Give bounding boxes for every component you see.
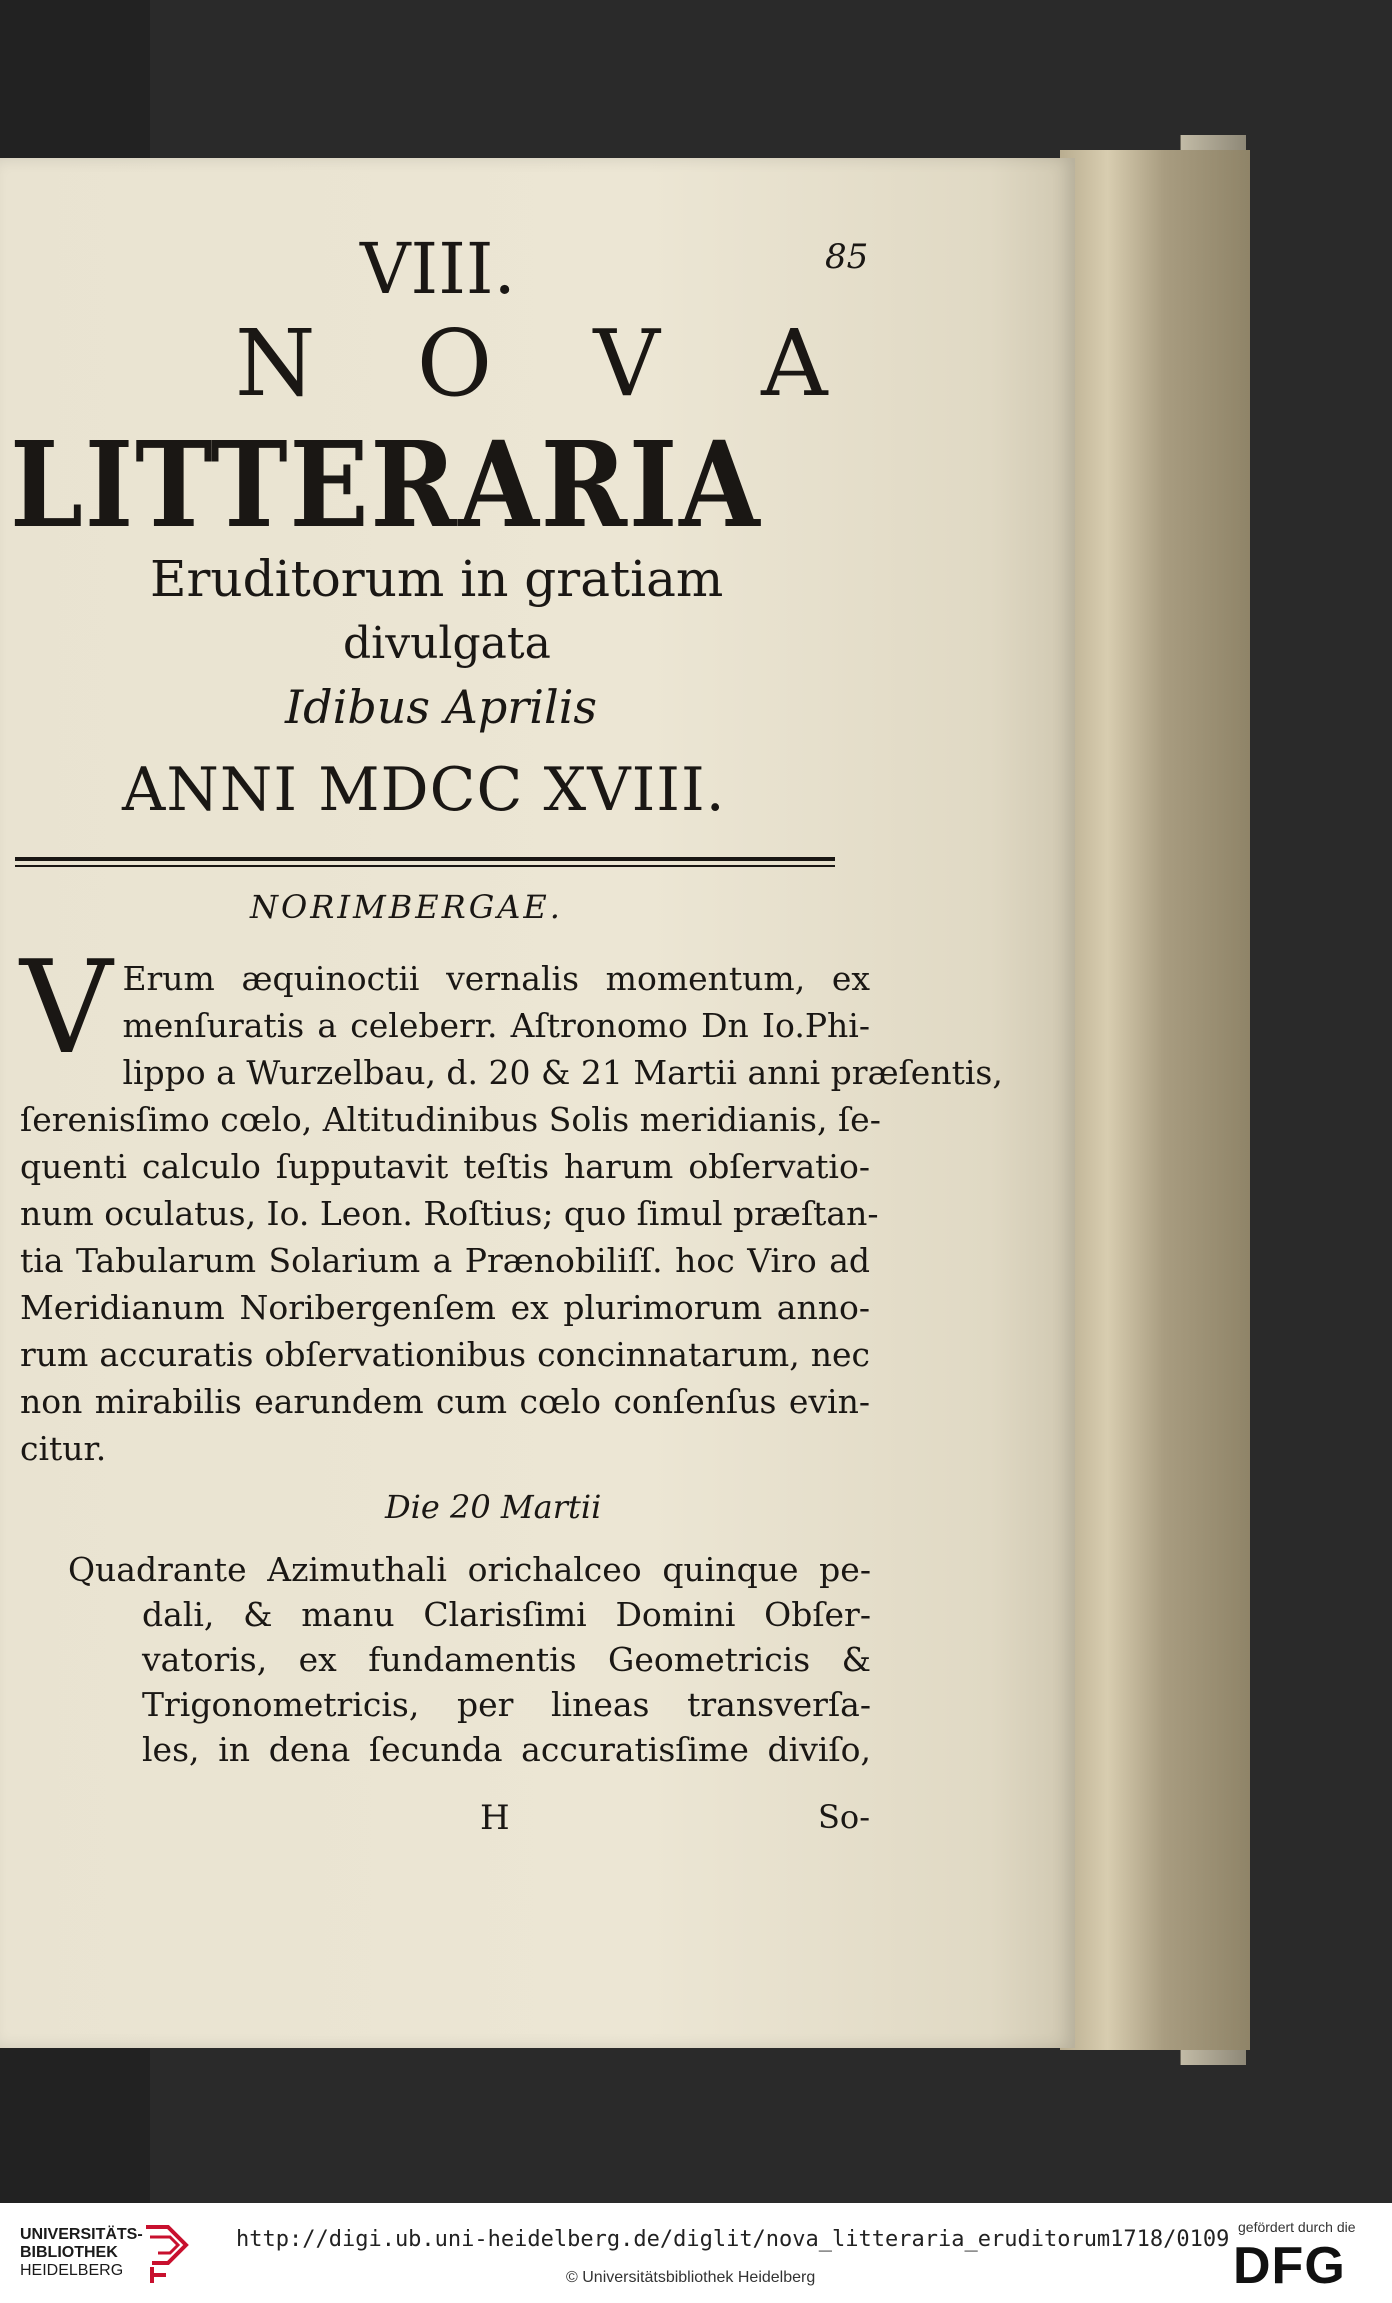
year-line: ANNI MDCC XVIII.: [122, 755, 726, 825]
paragraph-line: rum accuratis obſervationibus concinnatarum, nec: [20, 1335, 870, 1374]
paragraph-line: quenti calculo ſupputavit teſtis harum obſervatio-: [20, 1147, 870, 1186]
paragraph-line: num oculatus, Io. Leon. Roſtius; quo ſimul præſtan-: [20, 1194, 879, 1233]
section-heading: Die 20 Martii: [385, 1488, 602, 1526]
section-number: VIII.: [360, 228, 516, 310]
signature-mark: H: [480, 1798, 510, 1838]
divider-thin: [15, 865, 835, 867]
permalink-url[interactable]: http://digi.ub.uni-heidelberg.de/diglit/nova_litteraria_eruditorum1718/0109: [236, 2227, 1230, 2252]
main-paragraph: [20, 934, 1003, 1472]
page-number: 85: [825, 237, 869, 277]
dfg-logo: DFG: [1233, 2237, 1346, 2295]
book-page-edges: [1060, 150, 1250, 2050]
date-line: Idibus Aprilis: [285, 680, 598, 734]
paragraph-line: les, in dena ſecunda accuratisſime diviſo,: [142, 1730, 871, 1769]
paragraph-line: dali, & manu Clarisſimi Domini Obſer-: [142, 1595, 871, 1634]
paragraph-line: Quadrante Azimuthali orichalceo quinque pe-: [68, 1550, 871, 1589]
paragraph-line: vatoris, ex fundamentis Geometricis &: [142, 1640, 871, 1679]
paragraph-line: Erum æquinoctii vernalis momentum, ex: [122, 959, 870, 998]
drop-cap: V: [20, 934, 113, 1083]
paragraph-line: menſuratis a celeberr. Aſtronomo Dn Io.Phi-: [122, 1006, 870, 1045]
funder-label: gefördert durch die: [1238, 2219, 1356, 2235]
library-name: [20, 2226, 143, 2280]
second-paragraph: [68, 1547, 871, 1772]
divider-thick: [15, 857, 835, 861]
title-line-2: LITTERARIA: [10, 415, 762, 554]
viewer-footer: [0, 2203, 1392, 2303]
paragraph-line: Trigonometricis, per lineas transverſa-: [142, 1685, 871, 1724]
title-line-1: N O V A: [235, 310, 864, 417]
paragraph-line: non mirabilis earundem cum cœlo conſenſus evin-: [20, 1382, 870, 1421]
library-name-line: HEIDELBERG: [20, 2262, 124, 2279]
place-heading: NORIMBERGAE.: [250, 888, 563, 926]
subtitle: Eruditorum in gratiam: [150, 550, 724, 608]
university-logo-icon: [140, 2223, 192, 2285]
paragraph-line: tia Tabularum Solarium a Prænobiliſſ. hoc Viro ad: [20, 1241, 870, 1280]
copyright-notice: © Universitätsbibliothek Heidelberg: [566, 2269, 816, 2286]
paragraph-line: citur.: [20, 1429, 107, 1468]
paragraph-line: ſerenisſimo cœlo, Altitudinibus Solis meridianis, ſe-: [20, 1100, 881, 1139]
catchword: So-: [818, 1798, 870, 1836]
paragraph-line: lippo a Wurzelbau, d. 20 & 21 Martii anni præſentis,: [122, 1053, 1003, 1092]
library-name-line: UNIVERSITÄTS-: [20, 2226, 143, 2243]
subtitle-2: divulgata: [343, 618, 551, 669]
paragraph-line: Meridianum Noribergenſem ex plurimorum anno-: [20, 1288, 870, 1327]
library-name-line: BIBLIOTHEK: [20, 2244, 118, 2261]
